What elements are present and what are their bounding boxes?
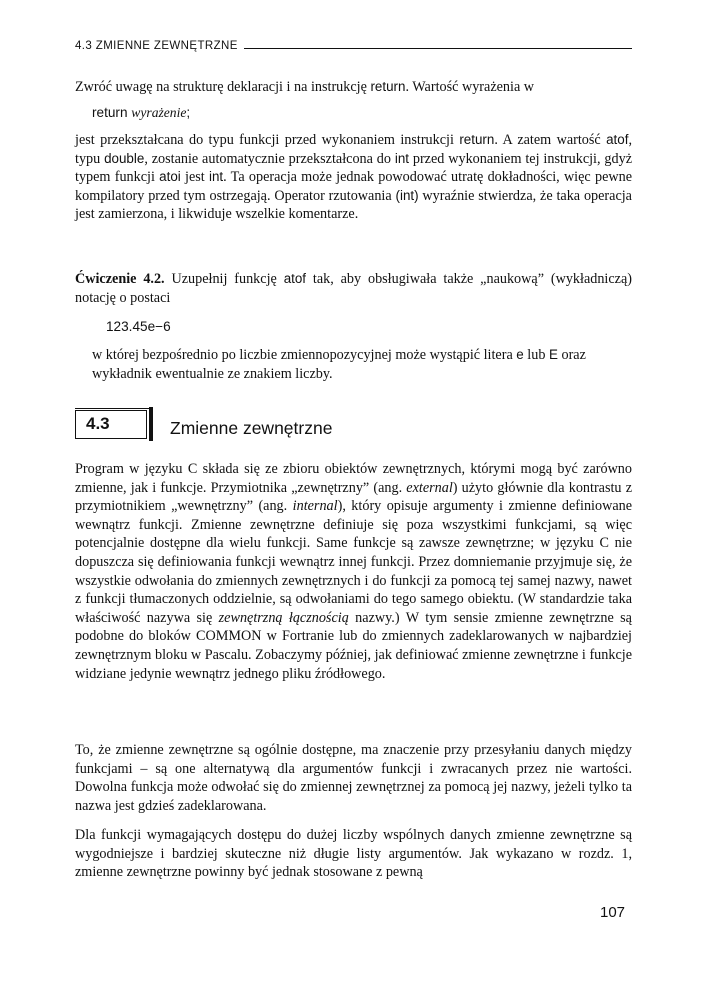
page-number: 107 — [600, 904, 626, 921]
exercise-continuation: w której bezpośrednio po liczbie zmiennopozycyjnej może wystąpić litera e lub E oraz wykładnik ewentualnie ze znakiem liczby. — [92, 347, 586, 382]
section-number-box — [75, 407, 155, 441]
running-header-text: 4.3 ZMIENNE ZEWNĘTRZNE — [75, 40, 238, 52]
exercise-4-2: Ćwiczenie 4.2. Uzupełnij funkcję atof tak, aby obsługiwała także „naukową” (wykładniczą) notację o postaci — [75, 271, 632, 306]
code-scientific-notation: 123.45e−6 — [106, 319, 171, 334]
paragraph-external-objects: Program w języku C składa się ze zbioru obiektów zewnętrznych, którymi mogą być zarówno zmienne, jak i funkcje. Przymiotnika „zewnętrzny” (ang. external) użyto głównie dla kontrastu z przymiotnikiem „wewnętrzny” (ang. internal), który opisuje argumenty i zmienne definiowane wewnątrz funkcji. Zmienne zewnętrzne definiuje się poza wszystkimi funkcjami, są więc potencjalnie dostępne dla wielu funkcji. Same funkcje są zawsze zewnętrzne; w języku C nie dopuszcza się definiowania funkcji wewnątrz innej funkcji. Przez domniemanie przyjmuje się, że wszystkie odwołania do zmiennych zewnętrznych i do funkcji za pomocą tej samej nazwy, nawet z funkcji tłumaczonych oddzielnie, są odwołaniami do tego samego obiektu. (W standardzie taka właściwość nazywa się zewnętrzną łącznością nazwy.) W tym sensie zmienne zewnętrzne są podobne do bloków COMMON w Fortranie lub do zmiennych zadeklarowanych w najbardziej zewnętrznym bloku w Pascalu. Zobaczymy później, jak definiować zmienne zewnętrzne i funkcje widziane jedynie wewnątrz jednego pliku źródłowego. — [75, 461, 633, 682]
paragraph-return-intro: Zwróć uwagę na strukturę deklaracji i na instrukcję return. Wartość wyrażenia w — [75, 79, 535, 95]
code-return-expression: return wyrażenie; — [92, 105, 191, 120]
paragraph-global-access: To, że zmienne zewnętrzne są ogólnie dostępne, ma znaczenie przy przesyłaniu danych między funkcjami – są one alternatywą dla argumentów funkcji i zwracanych przez nie wartości. Dowolna funkcja może odwołać się do zmiennej zewnętrznej za pomocą jej nazwy, jeżeli tylko ta nazwa jest gdzieś zadeklarowana. — [75, 742, 632, 814]
section-number: 4.3 — [75, 410, 147, 439]
code-return: return — [370, 79, 406, 94]
header-rule — [244, 48, 632, 49]
paragraph-conversion: jest przekształcana do typu funkcji przed wykonaniem instrukcji return. A zatem wartość atof, typu double, zostanie automatycznie przekształcona do int przed wykonaniem tej instrukcji, gdyż typem funkcji atoi jest int. Ta operacja może jednak powodować utratę dokładności, więc pewne kompilatory przed tym ostrzegają. Operator rzutowania (int) wyraźnie stwierdza, że taka operacja jest zamierzona, i likwiduje wszelkie komentarze. — [75, 132, 632, 223]
section-title: Zmienne zewnętrzne — [170, 418, 333, 438]
running-header — [75, 36, 632, 52]
paragraph-shared-data: Dla funkcji wymagających dostępu do dużej liczby wspólnych danych zmienne zewnętrzne są wygodniejsze i bardziej skuteczne niż długie listy argumentów. Jak wykazano w rozdz. 1, zmienne zewnętrzne powinny być jednak stosowane z pewną — [75, 827, 632, 881]
exercise-label: Ćwiczenie 4.2. — [75, 271, 165, 287]
